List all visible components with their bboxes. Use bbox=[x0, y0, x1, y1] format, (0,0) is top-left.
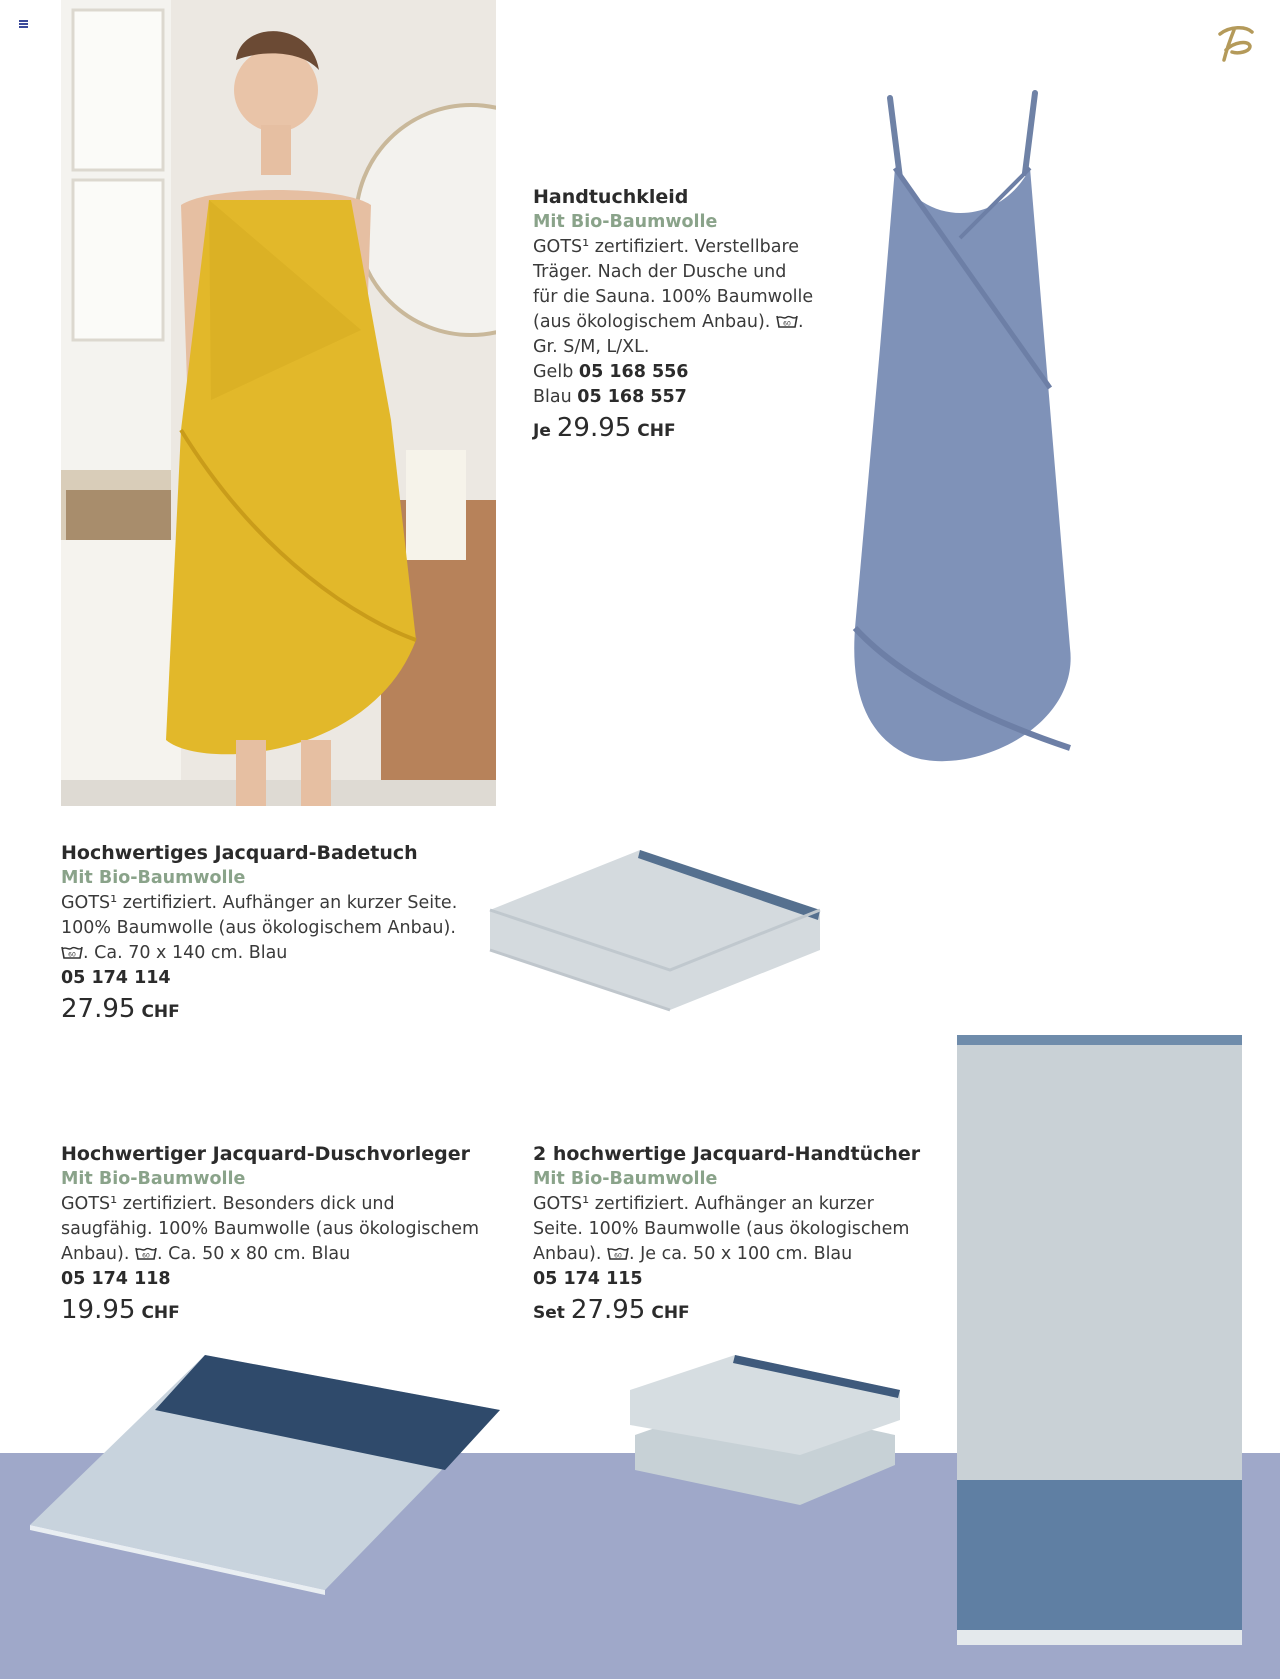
price: 27.95 bbox=[61, 994, 136, 1024]
article-number: 05 174 118 bbox=[61, 1269, 171, 1289]
price: 27.95 bbox=[570, 1295, 646, 1325]
product-subtitle: Mit Bio-Baumwolle bbox=[533, 1169, 718, 1189]
product-description bbox=[61, 891, 481, 966]
product-subtitle: Mit Bio-Baumwolle bbox=[61, 868, 246, 888]
variant-blue bbox=[533, 385, 833, 410]
price-line bbox=[61, 994, 481, 1025]
description-tail: . bbox=[797, 312, 804, 332]
svg-text:60: 60 bbox=[68, 951, 76, 959]
tchibo-logo-icon bbox=[1212, 20, 1258, 66]
description-text: GOTS¹ zertifiziert. Besonders dick und saugfähig. 100% Baumwolle (aus ökologischem Anbau). bbox=[61, 1194, 480, 1264]
wash-60-icon bbox=[135, 1246, 157, 1260]
price: 19.95 bbox=[61, 1295, 136, 1325]
price-prefix: Je bbox=[533, 421, 551, 441]
description-tail: . Je ca. 50 x 100 cm. Blau bbox=[628, 1244, 853, 1264]
description-text: GOTS¹ zertifiziert. Aufhänger an kurzer Seite. 100% Baumwolle (aus ökologischem Anbau). bbox=[533, 1194, 910, 1264]
wash-60-icon bbox=[61, 945, 83, 959]
currency: CHF bbox=[651, 1303, 690, 1323]
shower-mat-image bbox=[25, 1355, 505, 1595]
lifestyle-photo bbox=[61, 0, 496, 806]
product-description bbox=[61, 1192, 481, 1267]
product-description bbox=[533, 235, 833, 335]
product-subtitle: Mit Bio-Baumwolle bbox=[61, 1169, 246, 1189]
price: 29.95 bbox=[556, 413, 632, 443]
description-text: GOTS¹ zertifiziert. Aufhänger an kurzer Seite. 100% Baumwolle (aus ökologischem Anbau). bbox=[61, 893, 458, 938]
price-line bbox=[61, 1295, 481, 1326]
wash-60-icon bbox=[776, 314, 798, 328]
price-line bbox=[533, 413, 833, 444]
product-title: Hochwertiger Jacquard-Duschvorleger bbox=[61, 1143, 471, 1165]
article-number: 05 174 114 bbox=[61, 968, 171, 988]
description-tail: . Ca. 70 x 140 cm. Blau bbox=[83, 943, 288, 963]
currency: CHF bbox=[141, 1002, 180, 1022]
currency: CHF bbox=[637, 421, 676, 441]
description-text: GOTS¹ zertifiziert. Verstellbare Träger. Nach der Dusche und für die Sauna. 100% Baumwolle (aus ökologischem Anbau). bbox=[533, 237, 814, 332]
menu-icon[interactable] bbox=[19, 20, 28, 28]
product-subtitle: Mit Bio-Baumwolle bbox=[533, 212, 718, 232]
size-info: Gr. S/M, L/XL. bbox=[533, 337, 650, 357]
article-number: 05 168 557 bbox=[577, 387, 687, 407]
article-number: 05 174 115 bbox=[533, 1269, 643, 1289]
variant-label: Gelb bbox=[533, 362, 574, 382]
product-title: Hochwertiges Jacquard-Badetuch bbox=[61, 842, 418, 864]
product-shower-mat bbox=[61, 1142, 481, 1326]
svg-text:60: 60 bbox=[142, 1252, 150, 1260]
svg-text:60: 60 bbox=[783, 320, 791, 328]
folded-bath-towel-image bbox=[480, 850, 830, 1020]
product-hand-towels bbox=[533, 1142, 923, 1326]
currency: CHF bbox=[141, 1303, 180, 1323]
price-line bbox=[533, 1295, 923, 1326]
variant-yellow bbox=[533, 360, 833, 385]
blue-towel-dress-image bbox=[850, 88, 1080, 776]
article-number: 05 168 556 bbox=[578, 362, 689, 382]
price-prefix: Set bbox=[533, 1303, 565, 1323]
large-towel-image bbox=[952, 1035, 1247, 1647]
description-tail: . Ca. 50 x 80 cm. Blau bbox=[156, 1244, 351, 1264]
svg-text:60: 60 bbox=[614, 1252, 622, 1260]
product-description bbox=[533, 1192, 923, 1267]
product-title: Handtuchkleid bbox=[533, 186, 689, 208]
product-bath-towel bbox=[61, 841, 481, 1025]
product-towel-dress bbox=[533, 185, 833, 444]
wash-60-icon bbox=[607, 1246, 629, 1260]
product-title: 2 hochwertige Jacquard-Handtücher bbox=[533, 1143, 921, 1165]
variant-label: Blau bbox=[533, 387, 572, 407]
